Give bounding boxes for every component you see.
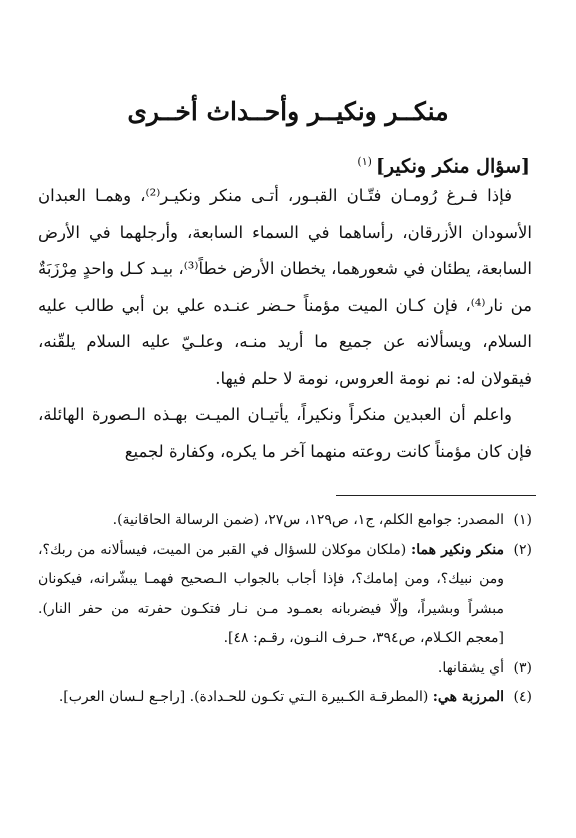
footnote-text bbox=[38, 506, 504, 536]
footnote bbox=[38, 654, 532, 684]
footnote-body: (ملكان موكلان للسؤال في القبر من الميت، فيسألانه من ربك؟، ومن نبيك؟، ومن إمامك؟، فإذا أجاب بالجواب الـصحيح فهمـا يبشّرانه، فيكونان مبشراً وبشيراً، وإلّا فيضربانه بعمـود مـن نـار فتكـون حفرته من حفر النار). [معجم الكـلام، ص٣٩٤، حـرف النـون، رقـم: ٤٨]. bbox=[38, 541, 504, 646]
footnotes bbox=[38, 506, 532, 713]
footnote-number: (٣) bbox=[513, 659, 532, 676]
footnote-body: أي يشقانها. bbox=[437, 659, 504, 676]
footnote-term: المرزبة هي: bbox=[432, 689, 504, 705]
paragraph: واعلم أن العبدين منكراً ونكيراً، يأتيـان الميـت بهـذه الـصورة الهائلة، فإن كان مؤمناً كانت روعته منهما آخر ما يكره، وكفارة لجميع bbox=[38, 405, 532, 461]
footnote-number: (٤) bbox=[513, 689, 532, 705]
footnote bbox=[38, 536, 532, 654]
section-heading-text: [سؤال منكر ونكير] bbox=[375, 155, 530, 178]
footnote-text bbox=[38, 683, 504, 713]
footnote-text bbox=[38, 536, 504, 654]
footnote-term: منكر ونكير هما: bbox=[411, 541, 504, 558]
footnote bbox=[38, 506, 532, 536]
paragraph: فإذا فـرغ رُومـان فتّـان القبـور، أتـى منكر ونكيـر⁽²⁾، وهمـا العبدان الأسودان الأزرقان، رأساهما في السماء السابعة، وأرجلهما في الأرض السابعة، يطئان في شعورهما، يخطان الأرض خطاً⁽³⁾، بيـد كـل واحدٍ مِرْزَبَةٌ من نار⁽⁴⁾، فإن كـان الميت مؤمناً حـضر عنـده علي بن أبي طالب عليه السلام، ويسألانه عن جميع ما أريد منـه، وعلـيّ عليه السلام يلقّنه، فيقولان له: نم نومة العروس، نومة لا حلم فيها. bbox=[38, 186, 533, 388]
footnote-marker: (١) bbox=[357, 155, 372, 168]
footnote bbox=[38, 683, 532, 713]
footnote-body: المصدر: جوامع الكلم، ج١، ص١٢٩، س٢٧، (ضمن الرسالة الحاقانية). bbox=[112, 512, 504, 528]
body-text bbox=[38, 178, 532, 470]
footnote-body: (المطرقـة الكـبيرة الـتي تكـون للحـدادة). [راجـع لـسان العرب]. bbox=[58, 689, 433, 705]
footnote-number: (٢) bbox=[513, 541, 532, 558]
footnote-divider bbox=[336, 495, 536, 496]
footnote-text bbox=[38, 654, 504, 684]
page-title: منكــر ونكيــر وأحــداث أخــرى bbox=[127, 97, 449, 126]
footnote-number: (١) bbox=[513, 512, 532, 528]
